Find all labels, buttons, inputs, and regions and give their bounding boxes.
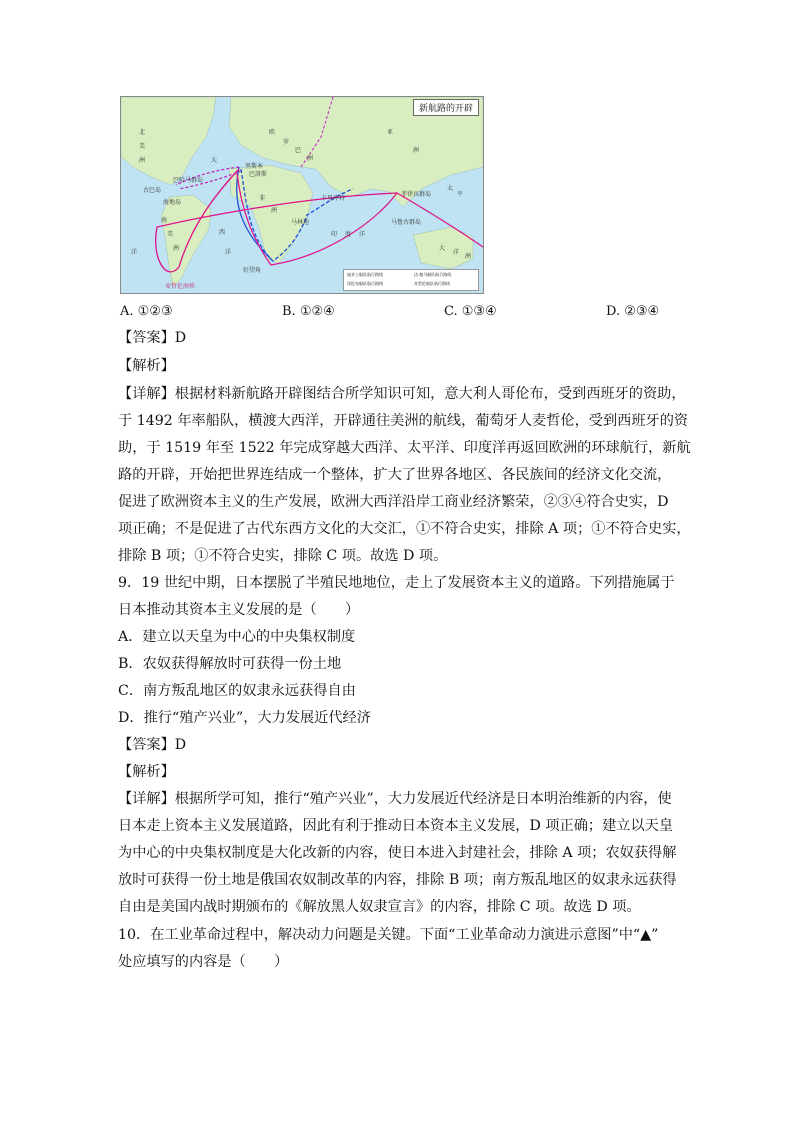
- text-line-6: 路的开辟，开始把世界连结成一个整体，扩大了世界各地区、各民族间的经济文化交流，: [118, 467, 672, 483]
- label-indian-3: 洋: [359, 231, 366, 238]
- legend-magellan: 麦哲伦船队航行路线: [414, 281, 450, 286]
- label-indian-2: 度: [345, 231, 352, 238]
- label-north-america-2: 美: [139, 143, 146, 150]
- label-asia-1: 亚: [387, 129, 394, 136]
- label-atlantic-2: 西: [219, 229, 226, 236]
- text-line-11: 日本推动其资本主义发展的是（ ）: [118, 602, 360, 618]
- text-line-9: 排除 B 项；①不符合史实，排除 C 项。故选 D 项。: [118, 548, 448, 564]
- label-europe-4: 洲: [307, 155, 314, 162]
- text-line-23: 10．在工业革命过程中，解决动力问题是关键。下面“工业革命动力演进示意图”中“▲”: [118, 927, 659, 943]
- answer-options: [120, 304, 680, 322]
- map-title: 新航路的开辟: [413, 99, 479, 116]
- label-north-america-1: 北: [139, 129, 146, 136]
- label-asia-2: 洲: [413, 147, 420, 154]
- label-atlantic-1: 大: [211, 157, 218, 164]
- option-a: A. ①②③: [120, 304, 173, 319]
- text-line-13: B．农奴获得解放时可获得一份土地: [118, 656, 342, 672]
- legend-gama: 达·伽马船队航行路线: [414, 272, 452, 277]
- label-africa-1: 非: [259, 195, 266, 202]
- text-line-7: 促进了欧洲资本主义的生产发展，欧洲大西洋沿岸工商业经济繁荣，②③④符合史实，D: [118, 494, 669, 510]
- label-pacific-1: 太: [447, 185, 454, 192]
- text-line-17: 【解析】: [118, 764, 175, 780]
- text-line-16: 【答案】D: [118, 737, 187, 753]
- map-legend: [343, 269, 479, 291]
- text-line-4: 于 1492 年率船队，横渡大西洋，开辟通往美洲的航线，葡萄牙人麦哲伦，受到西班牙的资: [118, 413, 689, 429]
- text-line-22: 自由是美国内战时期颁布的《解放黑人奴隶宣言》的内容，排除 C 项。故选 D 项。: [118, 899, 641, 915]
- label-cape: 好望角: [243, 267, 262, 274]
- text-line-5: 助，于 1519 年至 1522 年完成穿越大西洋、太平洋、印度洋再返回欧洲的环球航行，新航: [118, 440, 691, 456]
- label-indian-1: 印: [331, 231, 338, 238]
- text-line-19: 日本走上资本主义发展道路，因此有利于推动日本资本主义发展，D 项正确；建立以天皇: [118, 818, 674, 834]
- label-calicut: 卡里库特: [321, 195, 346, 202]
- option-d: D. ②③④: [606, 304, 660, 319]
- new-routes-map: [120, 96, 484, 294]
- label-bahamas: 巴哈马群岛: [173, 177, 204, 184]
- text-line-8: 项正确；不是促进了古代东西方文化的大交汇，①不符合史实，排除 A 项；①不符合史实，: [118, 521, 691, 537]
- text-line-24: 处应填写的内容是（ ）: [118, 954, 289, 970]
- text-line-15: D．推行“殖产兴业”，大力发展近代经济: [118, 710, 371, 726]
- text-line-3: 【详解】根据材料新航路开辟图结合所学知识可知，意大利人哥伦布，受到西班牙的资助，: [118, 386, 686, 402]
- label-south-america-3: 洲: [173, 245, 180, 252]
- text-line-10: 9．19 世纪中期，日本摆脱了半殖民地地位，走上了发展资本主义的道路。下列措施属于: [118, 575, 675, 591]
- text-line-12: A．建立以天皇为中心的中央集权制度: [118, 629, 356, 645]
- label-south-america-2: 美: [167, 231, 174, 238]
- label-haiti: 海地岛: [163, 199, 182, 206]
- legend-columbus: 哥伦布船队航行路线: [347, 281, 383, 286]
- label-europe-3: 巴: [295, 147, 302, 154]
- label-philippines: 菲律宾群岛: [401, 191, 432, 198]
- legend-dias: 迪亚士船队航行路线: [347, 272, 383, 277]
- text-line-14: C．南方叛乱地区的奴隶永远获得自由: [118, 683, 356, 699]
- label-cuba: 古巴岛: [143, 187, 162, 194]
- option-b: B. ①②④: [282, 304, 335, 319]
- text-line-1: 【答案】D: [118, 330, 187, 346]
- label-south-america-1: 南: [161, 217, 168, 224]
- text-line-18: 【详解】根据所学可知，推行“殖产兴业”，大力发展近代经济是日本明治维新的内容，使: [118, 791, 672, 807]
- label-atlantic-3: 洋: [225, 249, 232, 256]
- label-oceania-3: 洲: [465, 253, 472, 260]
- label-lisbon: 里斯本: [245, 163, 264, 170]
- label-palos: 巴洛斯: [249, 171, 268, 178]
- label-europe-2: 罗: [283, 139, 290, 146]
- option-c: C. ①③④: [444, 304, 497, 319]
- label-malindi: 马林迪: [291, 219, 310, 226]
- label-moluccas: 马鲁古群岛: [391, 219, 422, 226]
- label-oceania-1: 大: [439, 245, 446, 252]
- text-line-20: 为中心的中央集权制度是大化改新的内容，使日本进入封建社会，排除 A 项；农奴获得解: [118, 845, 677, 861]
- label-magellan-strait: 麦哲伦海峡: [165, 283, 196, 290]
- label-europe-1: 欧: [269, 129, 276, 136]
- label-north-america-3: 洲: [139, 157, 146, 164]
- label-africa-2: 洲: [271, 207, 278, 214]
- label-oceania-2: 洋: [453, 249, 460, 256]
- label-pacific-3: 洋: [131, 249, 138, 256]
- text-line-21: 放时可获得一份土地是俄国农奴制改革的内容，排除 B 项；南方叛乱地区的奴隶永远获得: [118, 872, 677, 888]
- text-line-2: 【解析】: [118, 358, 175, 374]
- label-pacific-2: 平: [457, 191, 464, 198]
